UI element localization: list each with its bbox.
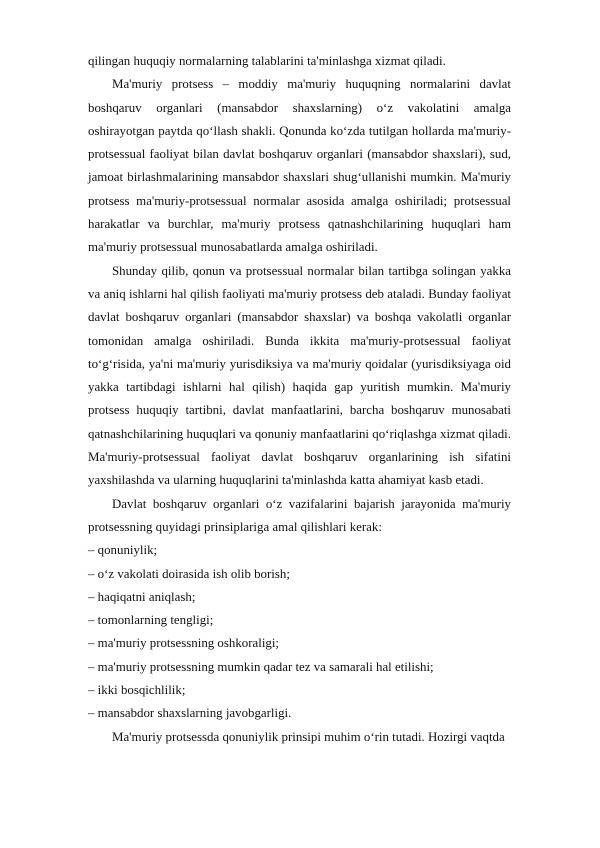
document-page	[88, 50, 511, 749]
list-item: – o‘z vakolati doirasida ish olib borish;	[88, 566, 290, 581]
list-item: – ikki bosqichlilik;	[88, 683, 186, 698]
paragraph-principles-intro: Davlat boshqaruv organlari o‘z vazifalarini bajarish jarayonida ma'muriy protsessning quyidagi prinsiplariga amal qilishlari kerak:	[88, 496, 511, 534]
list-item: – haqiqatni aniqlash;	[88, 589, 196, 604]
paragraph-summary: Shunday qilib, qonun va protsessual normalar bilan tartibga solingan yakka va aniq ishlarni hal qilish faoliyati ma'muriy protsess deb ataladi. Bunday faoliyat davlat boshqaruv organlari (mansabdor shaxslar) va boshqa vakolatli organlar tomonidan amalga oshiriladi. Bunda ikkita ma'muriy-protsessual faoliyat to‘g‘risida, ya'ni ma'muriy yurisdiksiya va ma'muriy qoidalar (yurisdiksiyaga oid yakka tartibdagi ishlarni hal qilish) haqida gap yuritish mumkin. Ma'muriy protsess huquqiy tartibni, davlat manfaatlarini, barcha boshqaruv munosabati qatnashchilarining huquqlari va qonuniy manfaatlarini qo‘riqlashga xizmat qiladi. Ma'muriy-protsessual faoliyat davlat boshqaruv organlarining ish sifatini yaxshilashda va ularning huquqlarini ta'minlashda katta ahamiyat kasb etadi.	[88, 263, 511, 488]
paragraph-closing: Ma'muriy protsessda qonuniylik prinsipi muhim o‘rin tutadi. Hozirgi vaqtda	[112, 729, 505, 744]
principles-list	[88, 539, 511, 725]
list-item: – tomonlarning tengligi;	[88, 613, 214, 628]
list-item: – qonuniylik;	[88, 543, 158, 558]
list-item: – ma'muriy protsessning mumkin qadar tez va samarali hal etilishi;	[88, 659, 434, 674]
list-item: – mansabdor shaxslarning javobgarligi.	[88, 706, 292, 721]
paragraph-definition: Ma'muriy protsess – moddiy ma'muriy huquqning normalarini davlat boshqaruv organlari (mansabdor shaxslarning) o‘z vakolatini amalga oshirayotgan paytda qo‘llash shakli. Qonunda ko‘zda tutilgan hollarda ma'muriy-protsessual faoliyat bilan davlat boshqaruv organlari (mansabdor shaxslari), sud, jamoat birlashmalarining mansabdor shaxslari shug‘ullanishi mumkin. Ma'muriy protsess ma'muriy-protsessual normalar asosida amalga oshiriladi; protsessual harakatlar va burchlar, ma'muriy protsess qatnashchilarining huquqlari ham ma'muriy protsessual munosabatlarda amalga oshiriladi.	[88, 77, 511, 255]
list-item: – ma'muriy protsessning oshkoraligi;	[88, 636, 280, 651]
paragraph-continuation: qilingan huquqiy normalarning talablarini ta'minlashga xizmat qiladi.	[88, 54, 446, 68]
